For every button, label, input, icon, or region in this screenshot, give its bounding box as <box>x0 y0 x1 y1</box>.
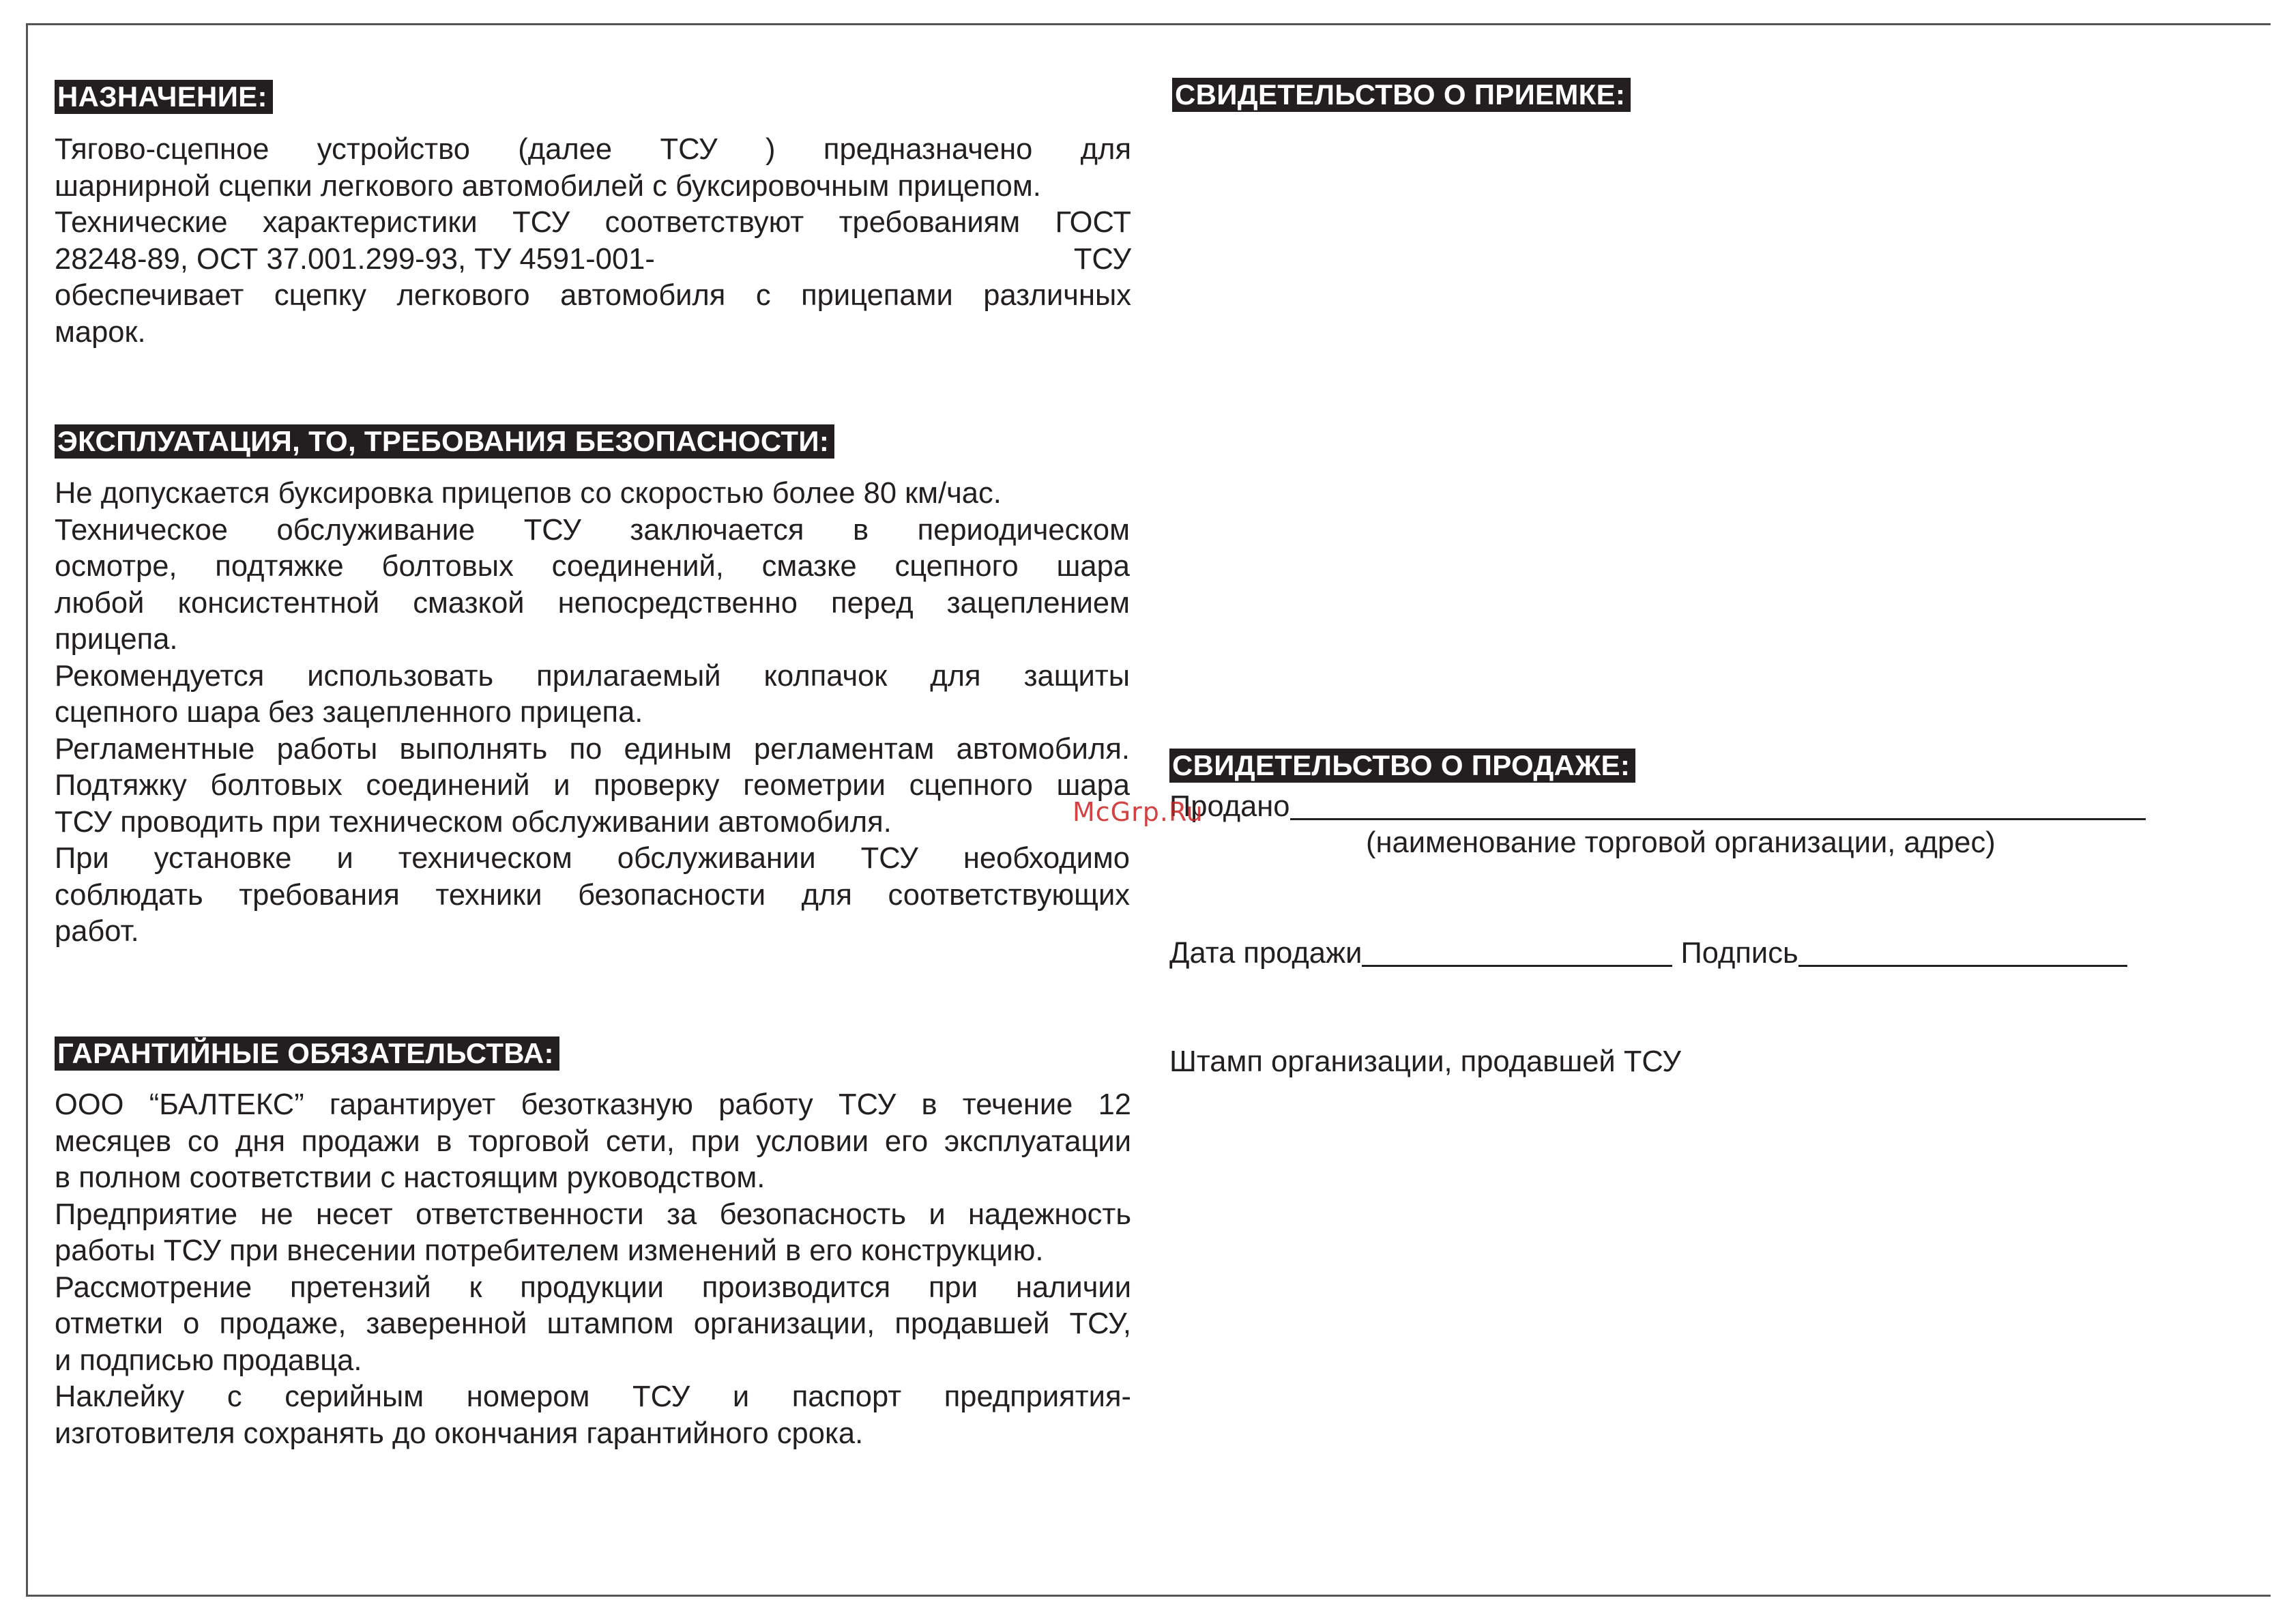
sold-line <box>1169 789 2146 826</box>
operation-line: прицепа. <box>55 623 178 656</box>
date-label: Дата продажи <box>1169 937 1362 970</box>
purpose-line-end: ТСУ <box>1073 242 1131 276</box>
operation-line: Рекомендуется использовать прилагаемый колпачок для защиты <box>55 659 1130 693</box>
operation-line: ТСУ проводить при техническом обслуживании автомобиля. <box>55 805 892 839</box>
warranty-line: месяцев со дня продажи в торговой сети, при условии его эксплуатации <box>55 1125 1131 1158</box>
operation-line: При установке и техническом обслуживании ТСУ необходимо <box>55 842 1130 875</box>
purpose-line: Тягово-сцепное устройство (далее ТСУ ) предназначено для <box>55 133 1131 166</box>
date-blank[interactable] <box>1362 938 1672 967</box>
warranty-line: Рассмотрение претензий к продукции производится при наличии <box>55 1271 1131 1304</box>
purpose-line: марок. <box>55 315 146 349</box>
operation-line: Регламентные работы выполнять по единым регламентам автомобиля. <box>55 732 1130 766</box>
stamp-label: Штамп организации, продавшей ТСУ <box>1169 1045 1681 1078</box>
warranty-line: отметки о продаже, заверенной штампом организации, продавшей ТСУ, <box>55 1307 1131 1340</box>
operation-line: работ. <box>55 915 139 948</box>
warranty-line: в полном соответствии с настоящим руководством. <box>55 1161 766 1194</box>
operation-line: любой консистентной смазкой непосредственно перед зацеплением <box>55 586 1130 620</box>
purpose-line-start: 28248-89, ОСТ 37.001.299-93, ТУ 4591-001- <box>55 242 655 276</box>
signature-blank[interactable] <box>1798 938 2127 967</box>
watermark: McGrp.Ru <box>1073 797 1204 827</box>
operation-line: соблюдать требования техники безопасности для соответствующих <box>55 878 1130 912</box>
warranty-line: и подписью продавца. <box>55 1344 362 1377</box>
purpose-line-split <box>55 242 1131 278</box>
warranty-line: работы ТСУ при внесении потребителем изменений в его конструкцию. <box>55 1234 1044 1267</box>
warranty-heading: ГАРАНТИЙНЫЕ ОБЯЗАТЕЛЬСТВА: <box>55 1036 559 1071</box>
warranty-line: ООО “БАЛТЕКС” гарантирует безотказную работу ТСУ в течение 12 <box>55 1088 1131 1121</box>
warranty-line: Наклейку с серийным номером ТСУ и паспорт предприятия- <box>55 1380 1131 1413</box>
operation-text <box>55 476 1130 951</box>
sold-blank[interactable] <box>1290 791 2146 820</box>
operation-line: Техническое обслуживание ТСУ заключается в периодическом <box>55 513 1130 547</box>
warranty-line: изготовителя сохранять до окончания гарантийного срока. <box>55 1417 864 1450</box>
purpose-text <box>55 132 1131 351</box>
purpose-line: обеспечивает сцепку легкового автомобиля с прицепами различных <box>55 279 1131 312</box>
warranty-text <box>55 1087 1131 1452</box>
sold-label: Продано <box>1169 790 1290 823</box>
operation-line: осмотре, подтяжке болтовых соединений, смазке сцепного шара <box>55 550 1130 583</box>
purpose-line: шарнирной сцепки легкового автомобилей с буксировочным прицепом. <box>55 169 1041 203</box>
operation-heading: ЭКСПЛУАТАЦИЯ, ТО, ТРЕБОВАНИЯ БЕЗОПАСНОСТИ: <box>55 424 834 459</box>
signature-label: Подпись <box>1680 937 1798 970</box>
sold-hint: (наименование торговой организации, адрес) <box>1366 826 1996 859</box>
date-signature-line <box>1169 936 2127 972</box>
purpose-line: Технические характеристики ТСУ соответствуют требованиям ГОСТ <box>55 206 1131 239</box>
sale-heading: СВИДЕТЕЛЬСТВО О ПРОДАЖЕ: <box>1169 749 1635 783</box>
purpose-heading: НАЗНАЧЕНИЕ: <box>55 80 273 114</box>
operation-line: Подтяжку болтовых соединений и проверку геометрии сцепного шара <box>55 769 1130 802</box>
acceptance-heading: СВИДЕТЕЛЬСТВО О ПРИЕМКЕ: <box>1172 78 1631 112</box>
operation-line: сцепного шара без зацепленного прицепа. <box>55 696 643 729</box>
warranty-line: Предприятие не несет ответственности за безопасность и надежность <box>55 1198 1131 1231</box>
operation-line: Не допускается буксировка прицепов со скоростью более 80 км/час. <box>55 477 1002 510</box>
